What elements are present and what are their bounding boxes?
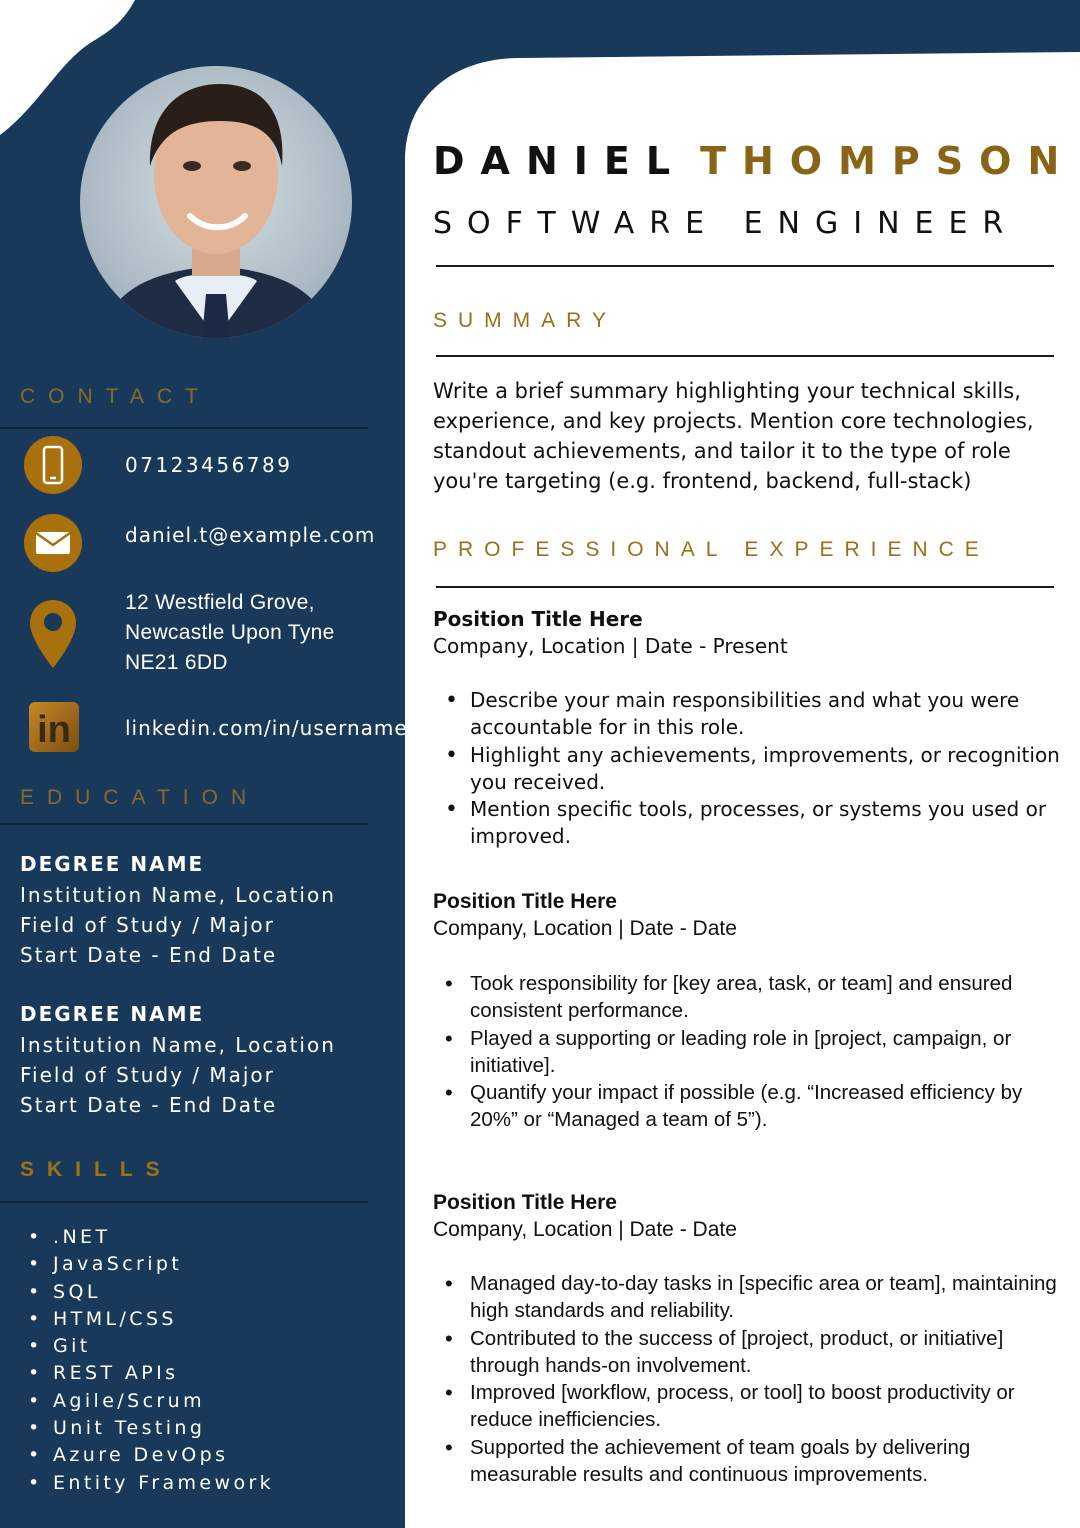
education-dates: Start Date - End Date (20, 943, 278, 967)
responsibility-item: • Contributed to the success of [project, product, or initiative] through hands-on involvement. (433, 1325, 1063, 1380)
svg-text:in: in (37, 709, 71, 751)
responsibility-item: • Improved [workflow, process, or tool] to boost productivity or reduce inefficiencies. (433, 1379, 1063, 1434)
address-line-3: NE21 6DD (125, 651, 228, 674)
position-title: Position Title Here (433, 607, 643, 631)
phone-icon (24, 436, 82, 494)
linkedin-icon (29, 702, 79, 752)
skill-item: • REST APIs (28, 1360, 274, 1387)
company-location-date: Company, Location | Date - Date (433, 917, 737, 940)
position-title: Position Title Here (433, 1191, 617, 1214)
contact-heading: CONTACT (20, 385, 211, 408)
responsibility-item: • Mention specific tools, processes, or systems you used or improved. (433, 796, 1063, 851)
education-entry (20, 1002, 336, 1120)
field-of-study: Field of Study / Major (20, 913, 275, 937)
institution: Institution Name, Location (20, 1033, 336, 1057)
skills-list (28, 1224, 274, 1497)
skill-item: • Git (28, 1333, 274, 1360)
responsibility-item: • Supported the achievement of team goals by delivering measurable results and continuous improvements. (433, 1434, 1063, 1489)
mail-icon (24, 514, 82, 572)
skill-item: • Agile/Scrum (28, 1388, 274, 1415)
company-location-date: Company, Location | Date - Date (433, 1218, 737, 1241)
education-heading: EDUCATION (20, 786, 260, 809)
summary-text: Write a brief summary highlighting your technical skills, experience, and key projects. Mention core technologies, standout achievements, and tailor it to the type of role you're targeting (e.g. frontend, backend, full-stack) (433, 379, 1034, 493)
email-row (24, 514, 82, 572)
linkedin-url[interactable]: linkedin.com/in/username (125, 716, 408, 740)
skill-item: • HTML/CSS (28, 1306, 274, 1333)
company-location-date: Company, Location | Date - Present (433, 634, 788, 658)
full-name (433, 138, 1075, 184)
responsibility-item: • Describe your main responsibilities and what you were accountable for in this role. (433, 687, 1063, 742)
experience-entry (433, 606, 1063, 851)
linkedin-row (29, 702, 79, 752)
phone-row (24, 436, 82, 494)
education-entry (20, 852, 336, 970)
job-title: SOFTWARE ENGINEER (433, 206, 1019, 241)
address-row (28, 598, 78, 670)
responsibility-list (433, 687, 1063, 851)
summary-heading: SUMMARY (433, 309, 617, 332)
institution: Institution Name, Location (20, 883, 336, 907)
responsibility-item: • Took responsibility for [key area, task, or team] and ensured consistent performance. (433, 970, 1063, 1025)
location-pin-icon (28, 598, 78, 670)
skills-divider (0, 1201, 368, 1203)
contact-divider (0, 427, 368, 429)
field-of-study: Field of Study / Major (20, 1063, 275, 1087)
responsibility-list (433, 1270, 1063, 1488)
address-line-2: Newcastle Upon Tyne (125, 621, 335, 644)
skills-heading: SKILLS (20, 1158, 173, 1181)
skill-item: • Unit Testing (28, 1415, 274, 1442)
education-divider (0, 823, 368, 825)
skill-item: • .NET (28, 1224, 274, 1251)
skill-item: • JavaScript (28, 1251, 274, 1278)
experience-entry (433, 888, 1063, 1134)
responsibility-item: • Played a supporting or leading role in [project, campaign, or initiative]. (433, 1025, 1063, 1080)
first-name: DANIEL (433, 139, 687, 183)
responsibility-item: • Managed day-to-day tasks in [specific area or team], maintaining high standards and reliability. (433, 1270, 1063, 1325)
profile-photo (80, 66, 352, 338)
responsibility-item: • Quantify your impact if possible (e.g. “Increased efficiency by 20%” or “Managed a team of 5”). (433, 1079, 1063, 1134)
email-address[interactable]: daniel.t@example.com (125, 523, 376, 547)
skill-item: • Entity Framework (28, 1470, 274, 1497)
degree-name: DEGREE NAME (20, 852, 205, 876)
address-line-1: 12 Westfield Grove, (125, 591, 315, 614)
last-name: THOMPSON (700, 139, 1076, 183)
experience-heading: PROFESSIONAL EXPERIENCE (433, 538, 990, 561)
responsibility-list (433, 970, 1063, 1134)
responsibility-item: • Highlight any achievements, improvements, or recognition you received. (433, 742, 1063, 797)
header-divider (436, 265, 1054, 267)
skill-item: • SQL (28, 1279, 274, 1306)
position-title: Position Title Here (433, 890, 617, 913)
experience-divider (436, 586, 1054, 588)
phone-number[interactable]: 07123456789 (125, 453, 293, 477)
degree-name: DEGREE NAME (20, 1002, 205, 1026)
education-dates: Start Date - End Date (20, 1093, 278, 1117)
skill-item: • Azure DevOps (28, 1442, 274, 1469)
experience-entry (433, 1189, 1063, 1488)
summary-divider (436, 355, 1054, 357)
